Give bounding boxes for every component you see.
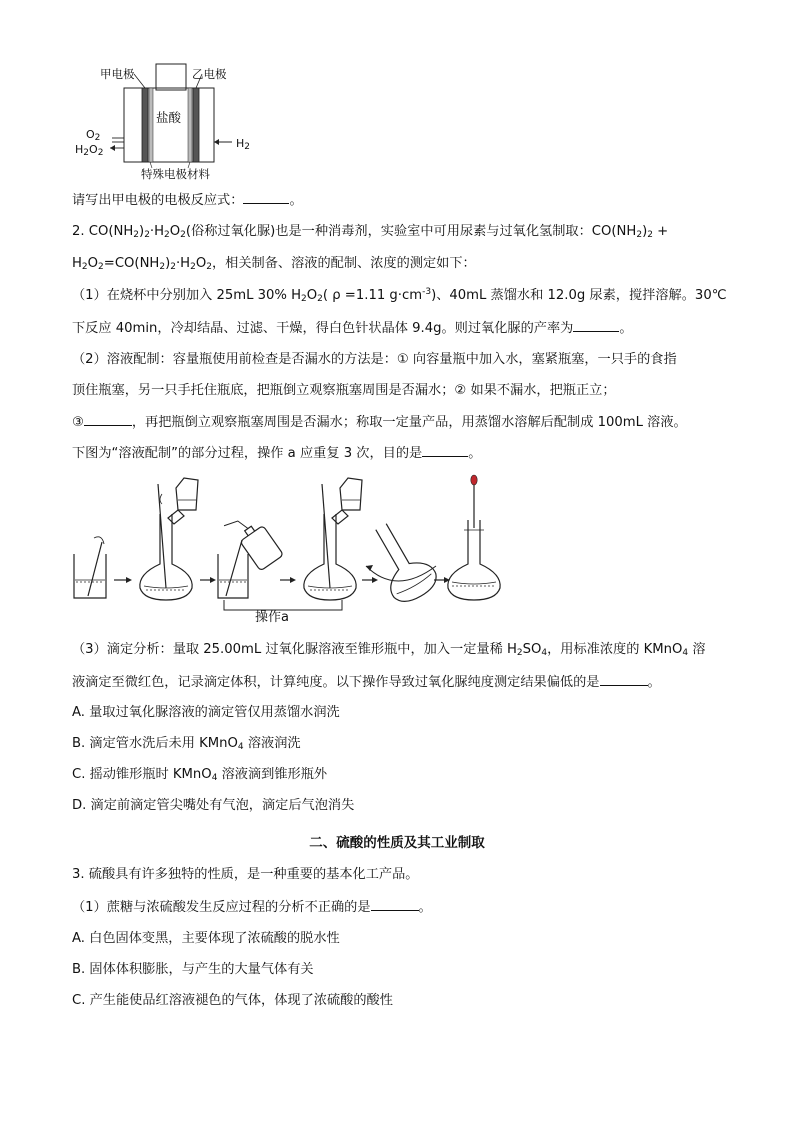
q2-part2-line4: 下图为“溶液配制”的部分过程，操作 a 应重复 3 次，目的是 。: [72, 446, 482, 461]
q2-option-a[interactable]: A. 量取过氧化脲溶液的滴定管仅用蒸馏水润洗: [72, 705, 340, 720]
q2-part1-line2: 下反应 40min，冷却结晶、过滤、干燥，得白色针状晶体 9.4g。则过氧化脲的产率为 。: [72, 321, 633, 336]
arrow-4: [362, 577, 378, 583]
q2-option-d[interactable]: D. 滴定前滴定管尖嘴处有气泡，滴定后气泡消失: [72, 798, 355, 813]
answer-blank[interactable]: [573, 319, 619, 332]
q2-part2-line3: ③ ，再把瓶倒立观察瓶塞周围是否漏水；称取一定量产品，用蒸馏水溶解后配制成 100mL 溶液。: [72, 415, 687, 430]
operation-a-bracket: [224, 600, 342, 610]
right-input-label: $H_2$: [236, 137, 251, 152]
left-input-label: $O_2$: [86, 128, 101, 143]
wash-bottle: [224, 507, 283, 573]
beaker-1: [74, 537, 106, 598]
q2-option-b[interactable]: B. 滴定管水洗后未用 KMnO$_4$ 溶液润洗: [72, 736, 301, 752]
volumetric-flask-2: [304, 478, 362, 600]
left-output-label: $H_2O_2$: [75, 143, 104, 158]
dropper-bulb: [471, 475, 477, 485]
volumetric-flask-3: [448, 482, 500, 600]
electrode-material-label: 特殊电极材料: [141, 167, 210, 181]
q3-option-a[interactable]: A. 白色固体变黑，主要体现了浓硫酸的脱水性: [72, 931, 340, 946]
q2-part3-line2: 液滴定至微红色，记录滴定体积，计算纯度。以下操作导致过氧化脲纯度测定结果偏低的是 。: [72, 675, 661, 690]
answer-blank[interactable]: [84, 413, 132, 426]
volumetric-flask-1: [140, 478, 198, 600]
q2-part1-line1: （1）在烧杯中分别加入 25mL 30% $H_2O_2$( ρ =1.11 $g\cdot cm^{-3}$)、40mL 蒸馏水和 12.0g 尿素，搅拌溶解。30℃: [72, 287, 727, 304]
q2-part2-line1: （2）溶液配制：容量瓶使用前检查是否漏水的方法是：① 向容量瓶中加入水，塞紧瓶塞，一只手的食指: [72, 352, 677, 367]
solution-preparation-figure: [66, 470, 626, 630]
right-electrode-label: 乙电极: [192, 67, 227, 81]
q2-part2-line2: 顶住瓶塞，另一只手托住瓶底，把瓶倒立观察瓶塞周围是否漏水；② 如果不漏水，把瓶正立；: [72, 383, 616, 398]
arrow-2: [200, 577, 216, 583]
electrolyte-label: 盐酸: [156, 110, 182, 125]
q2-stem-line2: $H_2O_2=CO(NH_2)_2\cdot H_2O_2$，相关制备、溶液的配制、浓度的测定如下：: [72, 256, 476, 272]
q3-option-b[interactable]: B. 固体体积膨胀，与产生的大量气体有关: [72, 962, 314, 977]
q3-part1: （1）蔗糖与浓硫酸发生反应过程的分析不正确的是 。: [72, 900, 432, 915]
answer-blank[interactable]: [422, 444, 468, 457]
q2-option-c[interactable]: C. 摇动锥形瓶时 KMnO$_4$ 溶液滴到锥形瓶外: [72, 767, 328, 783]
left-electrode-label: 甲电极: [100, 67, 135, 81]
q1-electrode-reaction-prompt: 请写出甲电极的电极反应式： 。: [72, 193, 303, 208]
answer-blank[interactable]: [371, 898, 419, 911]
beaker-2: [218, 540, 248, 598]
q2-stem-line1: 2. $CO(NH_2)_2\cdot H_2O_2$(俗称过氧化脲)也是一种消毒剂，实验室中可用尿素与过氧化氢制取：$CO(NH_2)_2$ +: [72, 224, 669, 240]
q3-stem: 3. 硫酸具有许多独特的性质，是一种重要的基本化工产品。: [72, 867, 419, 882]
section-title: 二、硫酸的性质及其工业制取: [309, 835, 485, 851]
arrow-1: [114, 577, 132, 583]
swirled-flask: [360, 515, 442, 608]
answer-blank[interactable]: [243, 191, 289, 204]
q3-option-c[interactable]: C. 产生能使品红溶液褪色的气体，体现了浓硫酸的酸性: [72, 993, 393, 1008]
answer-blank[interactable]: [600, 673, 648, 686]
q2-part3-line1: （3）滴定分析：量取 25.00mL 过氧化脲溶液至锥形瓶中，加入一定量稀 $H_2SO_4$，用标准浓度的 KMnO$_4$ 溶: [72, 642, 706, 658]
operation-a-label: 操作a: [255, 610, 289, 625]
arrow-3: [280, 577, 296, 583]
